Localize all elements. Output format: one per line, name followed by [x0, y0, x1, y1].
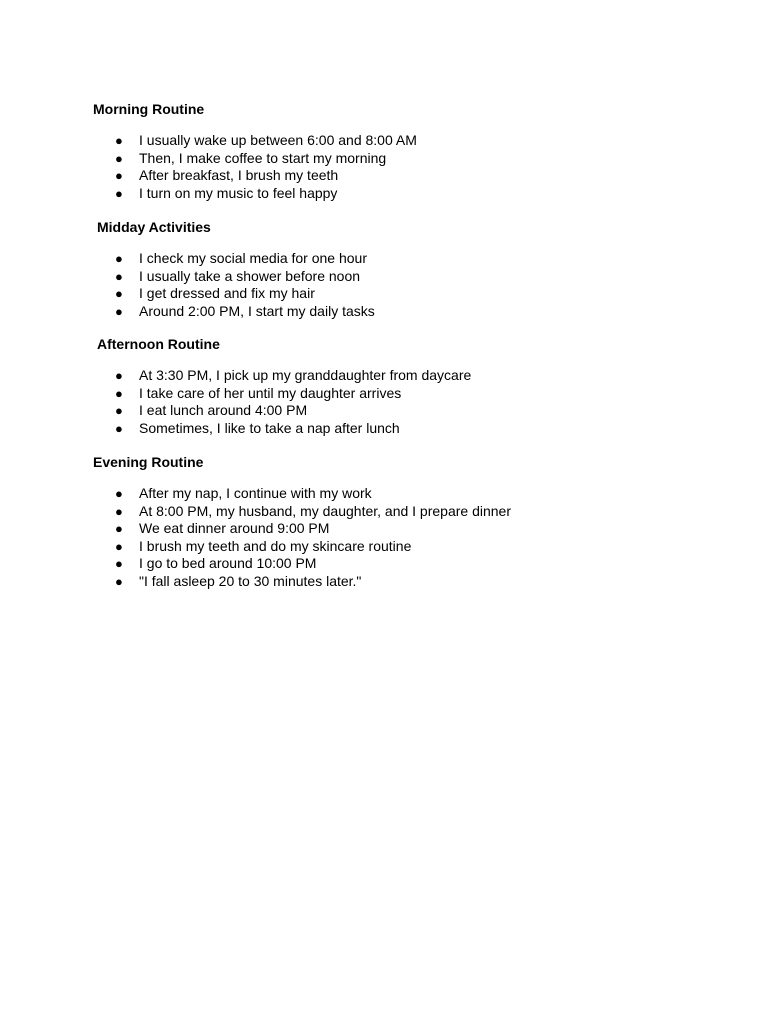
list-item: [93, 185, 713, 203]
bullet-icon: ●: [115, 573, 123, 589]
list-item-text: At 3:30 PM, I pick up my granddaughter from daycare: [139, 367, 472, 383]
bullet-list: [93, 367, 713, 437]
list-item-text: I usually wake up between 6:00 and 8:00 AM: [139, 132, 417, 148]
bullet-list: [93, 485, 713, 591]
bullet-icon: ●: [115, 133, 123, 148]
list-item-text: I usually take a shower before noon: [139, 267, 361, 284]
list-item: [93, 485, 713, 503]
section-heading: Midday Activities: [97, 219, 211, 235]
list-item: [93, 402, 713, 420]
list-item: [93, 385, 713, 403]
section-evening-routine: [93, 453, 713, 591]
section-heading: Morning Routine: [93, 101, 205, 117]
list-item-text: Around 2:00 PM, I start my daily tasks: [139, 302, 375, 319]
bullet-icon: ●: [115, 368, 123, 383]
list-item: [93, 268, 713, 286]
list-item: [93, 555, 713, 573]
bullet-icon: ●: [115, 538, 123, 554]
list-item: [93, 573, 713, 591]
list-item-text: "I fall asleep 20 to 30 minutes later.": [139, 572, 362, 589]
list-item: [93, 250, 713, 268]
list-item-text: At 8:00 PM, my husband, my daughter, and I prepare dinner: [139, 502, 511, 519]
bullet-list: [93, 132, 713, 202]
bullet-icon: ●: [115, 521, 123, 537]
bullet-icon: ●: [115, 251, 123, 266]
section-midday-activities: [93, 218, 713, 320]
list-item-text: After my nap, I continue with my work: [139, 485, 372, 501]
bullet-icon: ●: [115, 556, 123, 572]
list-item: [93, 132, 713, 150]
list-item-text: I go to bed around 10:00 PM: [139, 555, 317, 572]
list-item-text: I turn on my music to feel happy: [139, 184, 338, 201]
section-afternoon-routine: [93, 335, 713, 437]
list-item: [93, 150, 713, 168]
list-item-text: I check my social media for one hour: [139, 250, 367, 266]
bullet-icon: ●: [115, 286, 123, 302]
list-item-text: We eat dinner around 9:00 PM: [139, 520, 330, 537]
list-item: [93, 285, 713, 303]
list-item: [93, 520, 713, 538]
list-item-text: I take care of her until my daughter arrives: [139, 384, 402, 401]
list-item-text: I eat lunch around 4:00 PM: [139, 402, 308, 419]
bullet-icon: ●: [115, 420, 123, 436]
bullet-list: [93, 250, 713, 320]
list-item-text: Sometimes, I like to take a nap after lunch: [139, 419, 400, 436]
bullet-icon: ●: [115, 385, 123, 401]
list-item-text: After breakfast, I brush my teeth: [139, 167, 339, 184]
list-item: [93, 167, 713, 185]
section-morning-routine: [93, 100, 713, 202]
bullet-icon: ●: [115, 303, 123, 319]
bullet-icon: ●: [115, 185, 123, 201]
list-item-text: I get dressed and fix my hair: [139, 285, 315, 302]
bullet-icon: ●: [115, 150, 123, 166]
bullet-icon: ●: [115, 503, 123, 519]
bullet-icon: ●: [115, 268, 123, 284]
bullet-icon: ●: [115, 486, 123, 501]
list-item: [93, 367, 713, 385]
list-item-text: Then, I make coffee to start my morning: [139, 149, 387, 166]
list-item: [93, 420, 713, 438]
list-item-text: I brush my teeth and do my skincare routine: [139, 537, 412, 554]
list-item: [93, 303, 713, 321]
bullet-icon: ●: [115, 403, 123, 419]
section-heading: Afternoon Routine: [97, 336, 220, 352]
bullet-icon: ●: [115, 168, 123, 184]
section-heading: Evening Routine: [93, 454, 204, 470]
list-item: [93, 503, 713, 521]
list-item: [93, 538, 713, 556]
